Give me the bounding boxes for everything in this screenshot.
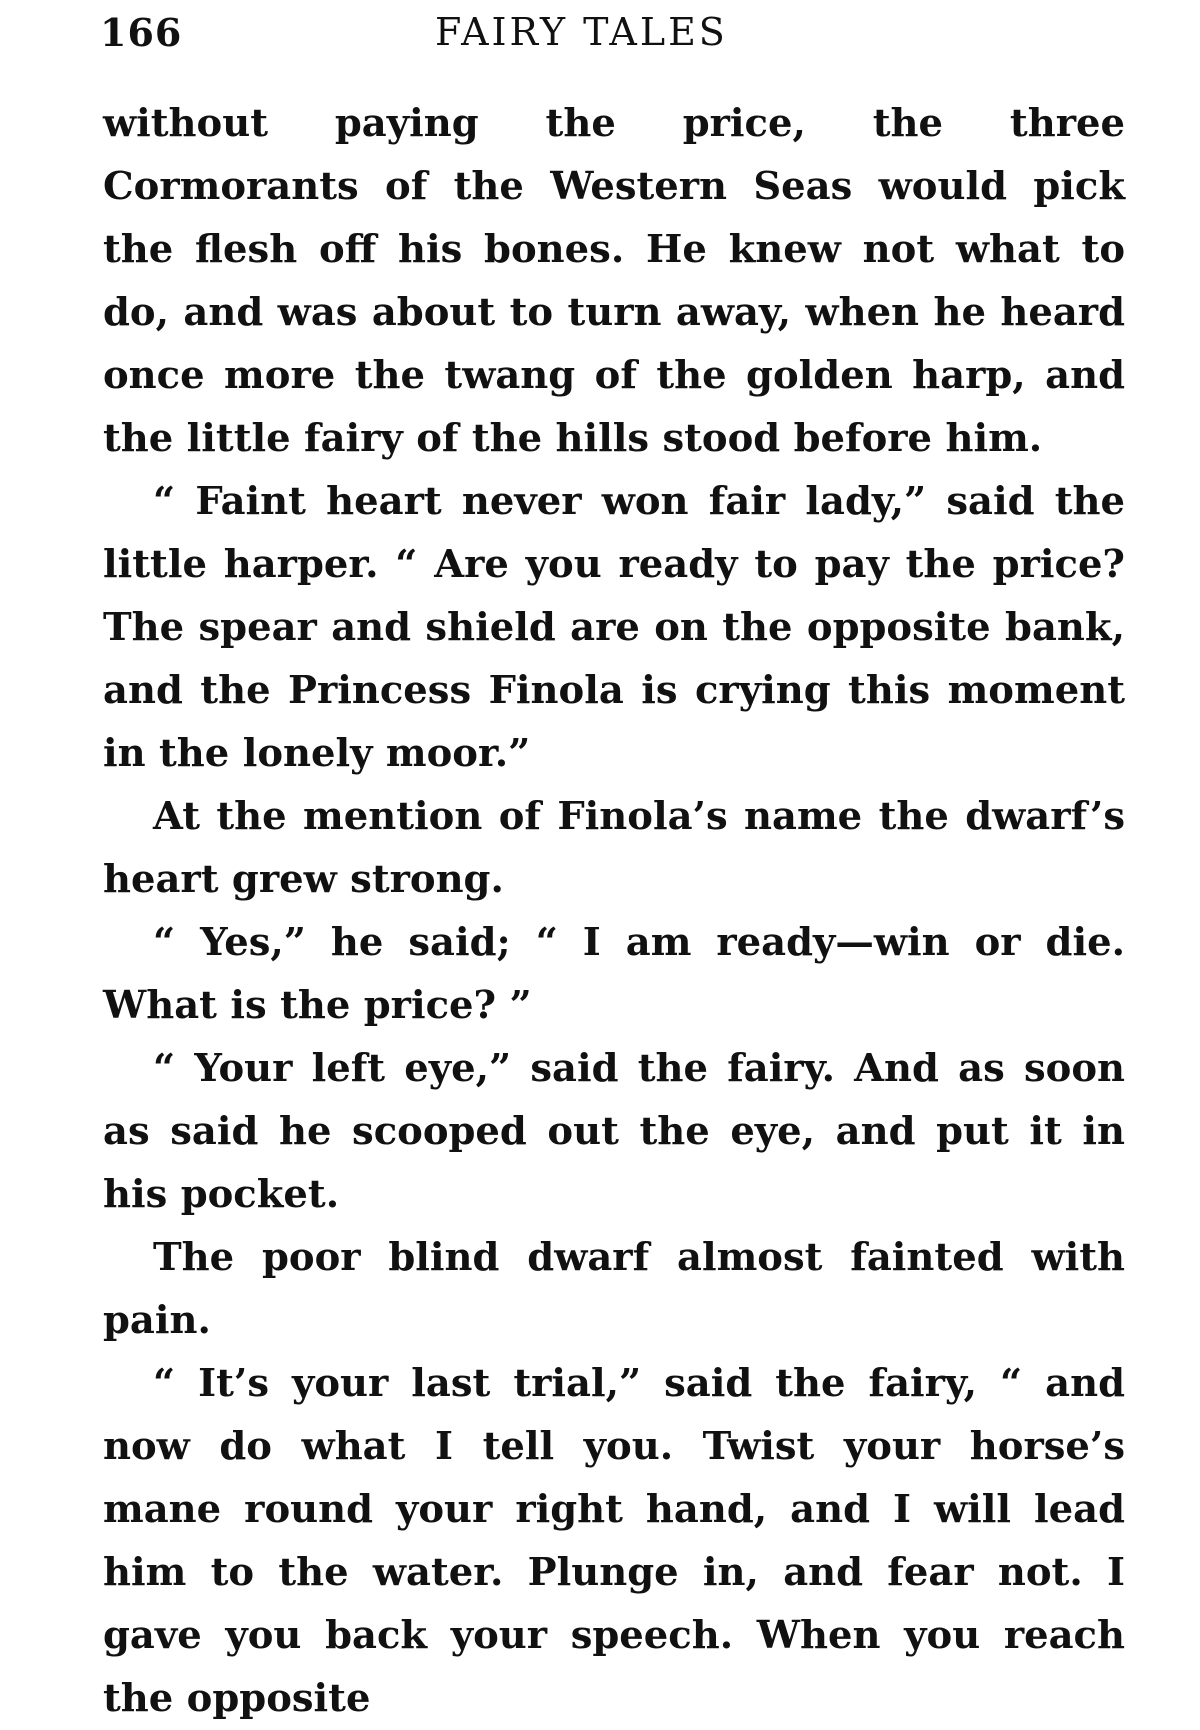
paragraph: without paying the price, the three Cormorants of the Western Seas would pick the flesh off his bones. He knew not what to do, and was about to turn away, when he heard once more the twang of the golden harp, and the little fairy of the hills stood before him. [103, 101, 1125, 461]
body-text [103, 92, 1125, 1730]
paragraph: “ It’s your last trial,” said the fairy, “ and now do what I tell you. Twist your horse’s mane round your right hand, and I will lead him to the water. Plunge in, and fear not. I gave you back your speech. When you reach the opposite [103, 1361, 1125, 1721]
paragraph: At the mention of Finola’s name the dwarf’s heart grew strong. [103, 794, 1125, 902]
page-number: 166 [100, 10, 183, 55]
paragraph: “ Your left eye,” said the fairy. And as soon as said he scooped out the eye, and put it in his pocket. [103, 1046, 1125, 1217]
paragraph: The poor blind dwarf almost fainted with pain. [103, 1235, 1125, 1343]
paragraph: “ Faint heart never won fair lady,” said the little harper. “ Are you ready to pay the price? The spear and shield are on the opposite bank, and the Princess Finola is crying this moment in the lonely moor.” [103, 479, 1125, 776]
paragraph: “ Yes,” he said; “ I am ready—win or die. What is the price? ” [103, 920, 1125, 1028]
running-head [0, 10, 1200, 70]
running-title: FAIRY TALES [435, 10, 728, 54]
